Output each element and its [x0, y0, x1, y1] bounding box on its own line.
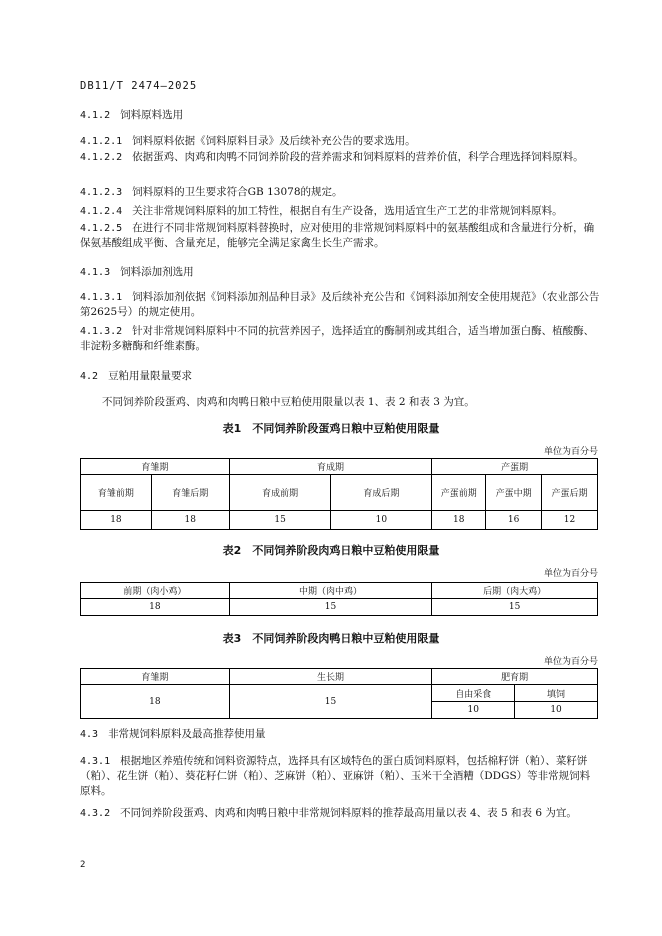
- clause-number: 4.1.3.1: [80, 292, 123, 303]
- table-header-cell: 肥育期: [432, 669, 598, 685]
- clause-4-1-3-1: [80, 290, 600, 320]
- table-header-cell: 生长期: [229, 669, 432, 685]
- section-4-2-intro: 不同饲养阶段蛋鸡、肉鸡和肉鸭日粮中豆粕使用限量以表 1、表 2 和表 3 为宜。: [102, 396, 475, 408]
- section-title: 饲料添加剂选用: [120, 266, 194, 278]
- table-header-cell: 中期（肉中鸡）: [229, 583, 432, 599]
- table-header-cell: 育成期: [229, 459, 432, 475]
- table-cell: 18: [432, 511, 486, 530]
- table-header-cell: 育雏期: [81, 669, 230, 685]
- section-4-1-2-heading: [80, 108, 183, 123]
- clause-text: 依据蛋鸡、肉鸡和肉鸭不同饲养阶段的营养需求和饲料原料的营养价值，科学合理选择饲料原料。: [132, 151, 584, 163]
- table-cell: 15: [432, 599, 598, 616]
- clause-number: 4.1.2.1: [80, 136, 123, 147]
- table-header-cell: 育成后期: [331, 475, 432, 511]
- table-header-cell: 产蛋后期: [542, 475, 598, 511]
- clause-text: 饲料添加剂依据《饲料添加剂品种目录》及后续补充公告和《饲料添加剂安全使用规范》（农业部公告第2625号）的规定使用。: [80, 291, 600, 318]
- table-header-cell: 育雏后期: [151, 475, 229, 511]
- section-number: 4.1.3: [80, 267, 111, 278]
- clause-text: 不同饲养阶段蛋鸡、肉鸡和肉鸭日粮中非常规饲料原料的推荐最高用量以表 4、表 5 和表 6 为宜。: [120, 807, 577, 819]
- document-id: DB11/T 2474—2025: [80, 80, 198, 92]
- table3-unit: 单位为百分号: [543, 657, 598, 667]
- table1-unit: 单位为百分号: [543, 447, 598, 457]
- table-row: [81, 583, 598, 599]
- table-cell: 15: [229, 599, 432, 616]
- table-row: [81, 459, 598, 475]
- table2: [80, 582, 598, 616]
- clause-text: 针对非常规饲料原料中不同的抗营养因子，选择适宜的酶制剂或其组合，适当增加蛋白酶、植酸酶、非淀粉多糖酶和纤维素酶。: [80, 325, 595, 352]
- table-cell: 10: [331, 511, 432, 530]
- clause-number: 4.1.2.5: [80, 223, 123, 234]
- table3-caption: 表3 不同饲养阶段肉鸭日粮中豆粕使用限量: [222, 632, 440, 645]
- clause-number: 4.1.2.4: [80, 206, 123, 217]
- table-header-cell: 自由采食: [432, 685, 515, 702]
- clause-4-1-2-2: [80, 150, 600, 165]
- section-4-2-heading: [80, 369, 192, 384]
- table-row: [81, 599, 598, 616]
- clause-text: 在进行不同非常规饲料原料替换时，应对使用的非常规饲料原料中的氨基酸组成和含量进行分析，确保氨基酸组成平衡、含量充足，能够完全满足家禽生长生产需求。: [80, 222, 595, 249]
- table-row: [81, 669, 598, 685]
- table-cell: 10: [432, 702, 515, 719]
- table-cell: 18: [151, 511, 229, 530]
- table2-unit: 单位为百分号: [543, 569, 598, 579]
- table-cell: 16: [486, 511, 542, 530]
- table-header-cell: 育雏前期: [81, 475, 152, 511]
- table-header-cell: 产蛋期: [432, 459, 598, 475]
- clause-text: 根据地区养殖传统和饲料资源特点，选择具有区域特色的蛋白质饲料原料，包括棉籽饼（粕）、菜籽饼（粕）、花生饼（粕）、葵花籽仁饼（粕）、芝麻饼（粕）、亚麻饼（粕）、玉米干全酒糟（DDGS）等非常规饲料原料。: [80, 755, 591, 797]
- table2-caption: 表2 不同饲养阶段肉鸡日粮中豆粕使用限量: [222, 544, 440, 557]
- table-header-cell: 产蛋前期: [432, 475, 486, 511]
- table3: [80, 668, 598, 719]
- clause-number: 4.1.2.2: [80, 152, 123, 163]
- clause-text: 饲料原料的卫生要求符合GB 13078的规定。: [132, 186, 343, 198]
- clause-4-1-2-4: [80, 204, 600, 219]
- section-number: 4.1.2: [80, 110, 111, 121]
- clause-4-1-2-3: [80, 185, 600, 200]
- table-header-cell: 前期（肉小鸡）: [81, 583, 230, 599]
- section-title: 豆粕用量限量要求: [108, 370, 193, 382]
- table-cell: 15: [229, 511, 331, 530]
- table1: [80, 458, 598, 530]
- clause-4-3-2: [80, 806, 600, 821]
- table-header-cell: 育雏期: [81, 459, 230, 475]
- clause-text: 饲料原料依据《饲料原料目录》及后续补充公告的要求选用。: [132, 135, 416, 147]
- clause-number: 4.3.2: [80, 808, 111, 819]
- table-row: [81, 475, 598, 511]
- section-title: 饲料原料选用: [120, 109, 184, 121]
- clause-text: 关注非常规饲料原料的加工特性，根据自有生产设备，选用适宜生产工艺的非常规饲料原料。: [132, 205, 563, 217]
- section-4-3-heading: [80, 727, 266, 742]
- clause-number: 4.3.1: [80, 756, 111, 767]
- table-header-cell: 育成前期: [229, 475, 331, 511]
- clause-number: 4.1.2.3: [80, 187, 123, 198]
- table-header-cell: 填饲: [515, 685, 598, 702]
- section-title: 非常规饲料原料及最高推荐使用量: [108, 728, 266, 740]
- table-header-cell: 后期（肉大鸡）: [432, 583, 598, 599]
- table-cell: 15: [229, 685, 432, 719]
- table-row: [81, 685, 598, 702]
- clause-number: 4.1.3.2: [80, 326, 123, 337]
- table-cell: 18: [81, 685, 230, 719]
- clause-4-1-3-2: [80, 324, 600, 354]
- clause-4-1-2-1: [80, 134, 600, 149]
- table-cell: 18: [81, 599, 230, 616]
- table-row: [81, 511, 598, 530]
- clause-4-1-2-5: [80, 221, 600, 251]
- table-cell: 18: [81, 511, 152, 530]
- section-number: 4.2: [80, 371, 99, 382]
- section-4-1-3-heading: [80, 265, 194, 280]
- section-number: 4.3: [80, 729, 99, 740]
- table-cell: 12: [542, 511, 598, 530]
- table-header-cell: 产蛋中期: [486, 475, 542, 511]
- clause-4-3-1: [80, 754, 600, 799]
- table1-caption: 表1 不同饲养阶段蛋鸡日粮中豆粕使用限量: [222, 422, 440, 435]
- table-cell: 10: [515, 702, 598, 719]
- page-number: 2: [80, 860, 86, 870]
